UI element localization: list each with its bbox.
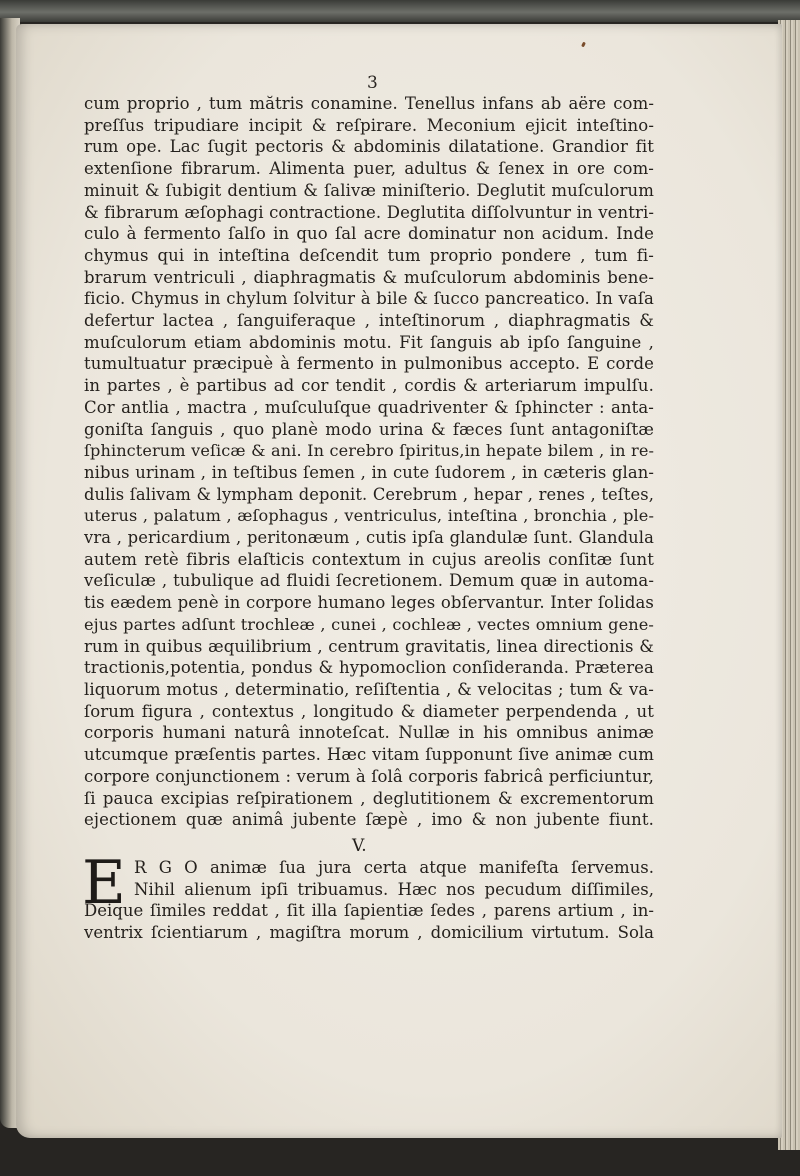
text-line: tractionis,potentia, pondus & hypomoclion conſideranda. Præterea: [84, 658, 654, 678]
book-binding: [0, 0, 800, 22]
text-line: Nihil alienum ipſi tribuamus. Hæc nos pecudum diſſimiles,: [134, 879, 654, 899]
text-line: liquorum motus , determinatio, reſiſtentia , & velocitas ; tum & va-: [84, 679, 654, 699]
text-line: rum ope. Lac ſugit pectoris & abdominis dilatatione. Grandior fit: [84, 137, 654, 157]
text-line: nibus urinam , in teſtibus ſemen , in cute ſudorem , in cæteris glan-: [84, 462, 654, 482]
text-line: vra , pericardium , peritonæum , cutis ipſa glandulæ ſunt. Glandula: [84, 528, 654, 548]
text-line: veſiculæ , tubulique ad fluidi ſecretionem. Demum quæ in automa-: [84, 571, 654, 591]
text-line: chymus qui in inteſtina deſcendit tum proprio pondere , tum fi-: [84, 245, 654, 265]
text-line: in partes , è partibus ad cor tendit , cordis & arteriarum impulſu.: [84, 376, 654, 396]
text-line: extenſione fibrarum. Alimenta puer, adultus & ſenex in ore com-: [84, 159, 654, 179]
text-line: brarum ventriculi , diaphragmatis & muſculorum abdominis bene-: [84, 267, 654, 287]
text-line: goniſta ſanguis , quo planè modo urina & fæces ſunt antagoniſtæ: [84, 419, 654, 439]
dropcap-initial: E: [82, 848, 126, 918]
text-line: ſphincterum veſicæ & ani. In cerebro ſpiritus,in hepate bilem , in re-: [84, 441, 654, 461]
text-line: ſorum figura , contextus , longitudo & diameter perpendenda , ut: [84, 701, 654, 721]
text-line: autem retè fibris elaſticis contextum in cujus areolis conſitæ ſunt: [84, 549, 654, 569]
text-line: defertur lactea , ſanguiferaque , inteſtinorum , diaphragmatis &: [84, 311, 654, 331]
text-line: Deique ſimiles reddat , ſit illa ſapientiæ ſedes , parens artium , in-: [84, 901, 654, 921]
text-line: rum in quibus æquilibrium , centrum gravitatis, linea directionis &: [84, 636, 654, 656]
page-number: 3: [367, 73, 378, 93]
text-line: R G O animæ ſua jura certa atque manifeſta ſervemus.: [134, 858, 654, 877]
text-line: dulis ſalivam & lympham deponit. Cerebrum , hepar , renes , teſtes,: [84, 484, 654, 504]
body-text: [84, 93, 654, 831]
text-line: uterus , palatum , æſophagus , ventriculus, inteſtina , bronchia , ple-: [84, 506, 654, 526]
text-line: corpore conjunctionem : verum à ſolâ corporis fabricâ perficiuntur,: [84, 766, 654, 786]
text-line: ejus partes adſunt trochleæ , cunei , cochleæ , vectes omnium gene-: [84, 614, 654, 634]
text-line: ejectionem quæ animâ jubente ſæpè , imo & non jubente fiunt.: [84, 810, 654, 830]
text-line: muſculorum etiam abdominis motu. Fit ſanguis ab ipſo ſanguine ,: [84, 332, 654, 352]
text-line: Cor antlia , mactra , muſculuſque quadriventer & ſphincter : anta-: [84, 397, 654, 417]
text-line: ficio. Chymus in chylum ſolvitur à bile & ſucco pancreatico. In vaſa: [84, 289, 654, 309]
text-line: tumultuatur præcipuè à fermento in pulmonibus accepto. E corde: [84, 354, 654, 374]
text-line: corporis humani naturâ innoteſcat. Nullæ in his omnibus animæ: [84, 723, 654, 743]
ink-spot: [581, 42, 586, 48]
text-line: ventrix ſcientiarum , magiſtra morum , domicilium virtutum. Sola: [84, 923, 654, 943]
section-number: V.: [352, 836, 367, 856]
text-line: ſi pauca excipias reſpirationem , deglutitionem & excrementorum: [84, 788, 654, 808]
text-line: utcumque præſentis partes. Hæc vitam ſupponunt ſive animæ cum: [84, 745, 654, 765]
text-line: preſſus tripudiare incipit & reſpirare. Meconium ejicit inteſtino-: [84, 115, 654, 135]
text-line: & fibrarum æſophagi contractione. Deglutita diſſolvuntur in ventri-: [84, 202, 654, 222]
text-line: cum proprio , tum mătris conamine. Tenellus infans ab aëre com-: [84, 94, 654, 113]
section-text: [82, 848, 654, 944]
text-line: culo à fermento ſalſo in quo ſal acre dominatur non acidum. Inde: [84, 224, 654, 244]
text-line: tis eædem penè in corpore humano leges obſervantur. Inter ſolidas: [84, 593, 654, 613]
text-line: minuit & ſubigit dentium & ſalivæ miniſterio. Deglutit muſculorum: [84, 180, 654, 200]
